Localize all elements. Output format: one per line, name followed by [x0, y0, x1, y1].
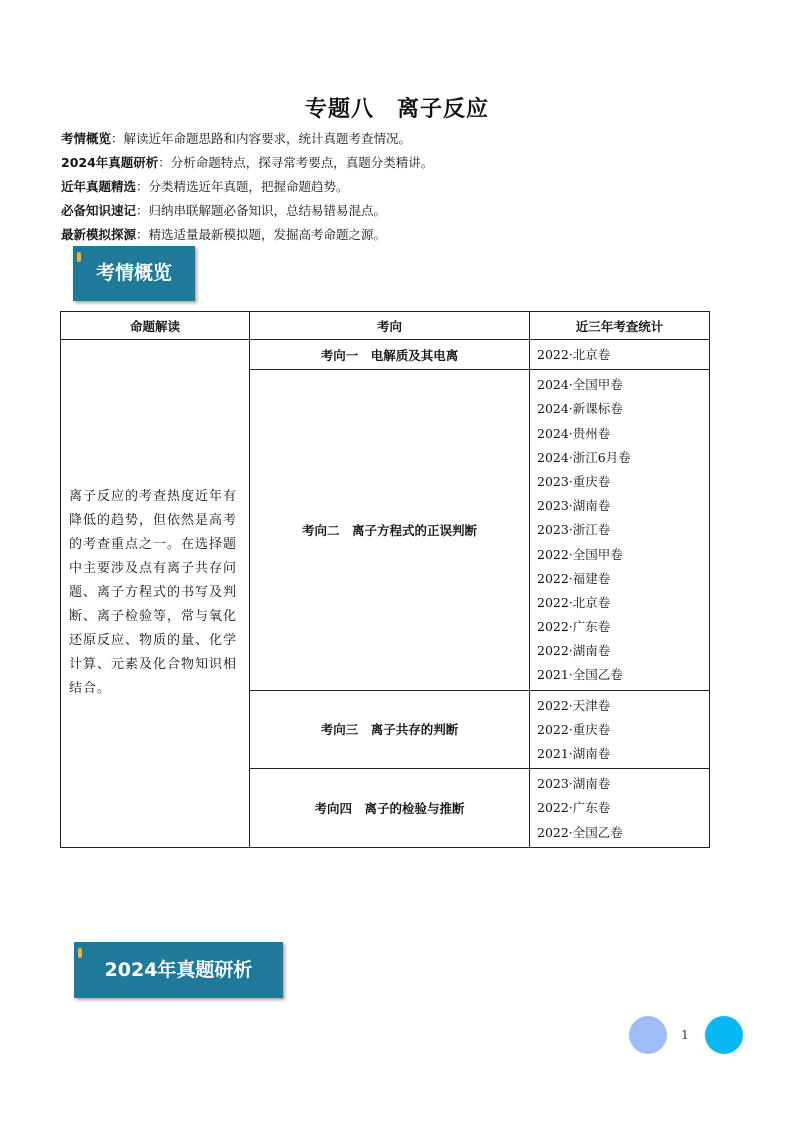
page-title: 专题八 离子反应 [304, 97, 489, 122]
table-header-row [61, 312, 710, 340]
page-decoration-right [705, 1016, 743, 1054]
stats-cell [530, 690, 710, 769]
stat-item: 2023·湖南卷 [537, 498, 611, 514]
stat-item: 2024·全国甲卷 [537, 377, 623, 393]
stat-item: 2022·福建卷 [537, 570, 611, 586]
stat-item: 2022·湖南卷 [537, 643, 611, 659]
stat-item: 2024·新课标卷 [537, 401, 623, 417]
intro-line [61, 199, 433, 223]
stat-item: 2022·天津卷 [537, 697, 611, 713]
analysis-text: 离子反应的考查热度近年有降低的趋势，但依然是高考的考查重点之一。在选择题中主要涉及点有离子共存问题、离子方程式的书写及判断、离子检验等，常与氧化还原反应、物质的量、化学计算、元素及化合物知识相结合。 [61, 340, 250, 848]
stats-cell [530, 370, 710, 690]
analysis-2024-banner [74, 942, 283, 998]
stat-item: 2023·浙江卷 [537, 522, 611, 538]
intro-text: ：分类精选近年真题，把握命题趋势。 [136, 179, 349, 194]
intro-label: 近年真题精选 [61, 179, 137, 194]
stat-item: 2022·广东卷 [537, 800, 611, 816]
intro-line [61, 151, 433, 175]
intro-text: ：归纳串联解题必备知识，总结易错易混点。 [136, 203, 387, 218]
table-header: 近三年考查统计 [530, 312, 710, 340]
intro-line [61, 175, 433, 199]
intro-line [61, 127, 433, 151]
table-header: 考向 [250, 312, 530, 340]
intro-list [61, 127, 433, 247]
intro-line [61, 223, 433, 247]
stat-item: 2022·广东卷 [537, 619, 611, 635]
stat-item: 2021·湖南卷 [537, 746, 611, 761]
intro-label: 考情概览 [61, 131, 112, 146]
stat-item: 2023·重庆卷 [537, 473, 611, 489]
intro-label: 必备知识速记 [61, 203, 137, 218]
table-header: 命题解读 [61, 312, 250, 340]
direction-label: 考向四 离子的检验与推断 [250, 769, 530, 848]
stat-item: 2021·全国乙卷 [537, 667, 623, 683]
stat-item: 2022·北京卷 [537, 594, 611, 610]
intro-text: ：分析命题特点，探寻常考要点，真题分类精讲。 [158, 155, 434, 170]
stat-item: 2024·贵州卷 [537, 425, 611, 441]
overview-banner-label: 考情概览 [95, 262, 172, 284]
stat-item: 2023·湖南卷 [537, 776, 611, 792]
exam-overview-table [60, 311, 710, 848]
page-decoration-left [629, 1016, 667, 1054]
stats-cell [530, 340, 710, 370]
stats-cell [530, 769, 710, 848]
intro-text: ：精选适量最新模拟题，发掘高考命题之源。 [136, 227, 387, 242]
page-number: 1 [681, 1028, 689, 1042]
table-row [61, 340, 710, 370]
direction-label: 考向二 离子方程式的正误判断 [250, 370, 530, 690]
intro-label: 最新模拟探源 [61, 227, 137, 242]
stat-item: 2022·全国甲卷 [537, 546, 623, 562]
stat-item: 2024·浙江6月卷 [537, 449, 631, 465]
stat-item: 2022·重庆卷 [537, 721, 611, 737]
direction-label: 考向三 离子共存的判断 [250, 690, 530, 769]
overview-banner [73, 246, 195, 301]
intro-text: ：解读近年命题思路和内容要求，统计真题考查情况。 [111, 131, 412, 146]
stat-item: 2022·北京卷 [537, 347, 611, 362]
intro-label: 2024年真题研析 [61, 155, 159, 170]
direction-label: 考向一 电解质及其电离 [250, 340, 530, 370]
analysis-2024-banner-label: 2024年真题研析 [104, 959, 253, 981]
stat-item: 2022·全国乙卷 [537, 824, 623, 840]
